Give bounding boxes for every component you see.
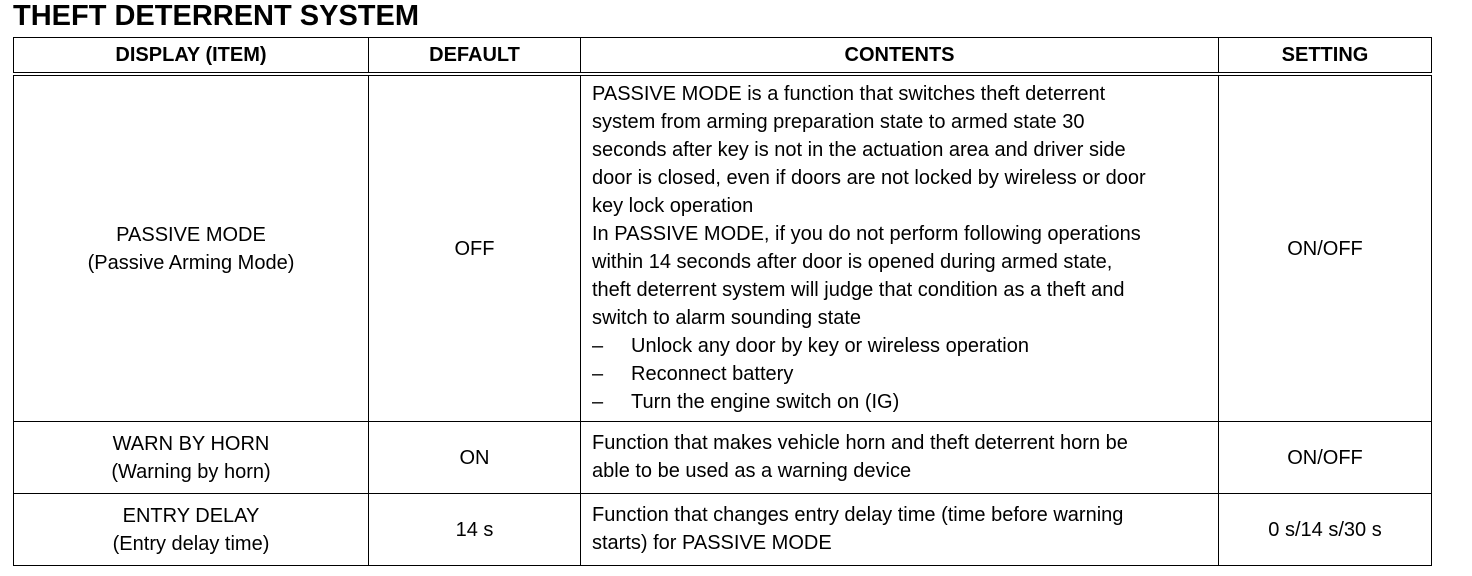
page-title: THEFT DETERRENT SYSTEM — [13, 0, 420, 32]
bullet-item — [592, 332, 1208, 360]
default-value: ON — [369, 422, 581, 494]
table-row-entry-delay — [14, 494, 1432, 566]
bullet-item — [592, 388, 1208, 416]
contents-line: PASSIVE MODE is a function that switches theft deterrent — [592, 83, 1106, 105]
table-row-warn-by-horn — [14, 422, 1432, 494]
item-name: ENTRY DELAY — [122, 504, 260, 527]
item-description: (Passive Arming Mode) — [87, 251, 295, 274]
column-header-default: DEFAULT — [369, 38, 581, 75]
contents-line: starts) for PASSIVE MODE — [592, 532, 832, 554]
item-name: WARN BY HORN — [112, 432, 270, 455]
bullet-text: Unlock any door by key or wireless operation — [631, 335, 1029, 357]
item-cell — [14, 74, 369, 422]
contents-line: system from arming preparation state to armed state 30 — [592, 111, 1085, 133]
contents-line: seconds after key is not in the actuation area and driver side — [592, 139, 1126, 161]
table-row-passive-mode — [14, 74, 1432, 422]
item-description: (Warning by horn) — [111, 460, 271, 483]
default-value: OFF — [369, 74, 581, 422]
bullet-item — [592, 360, 1208, 388]
contents-line: within 14 seconds after door is opened during armed state, — [592, 251, 1113, 273]
dash-bullet: – — [592, 363, 604, 385]
contents-line: able to be used as a warning device — [592, 460, 912, 482]
item-description: (Entry delay time) — [112, 532, 270, 555]
settings-table — [13, 37, 1432, 566]
contents-line: Function that makes vehicle horn and theft deterrent horn be — [592, 432, 1128, 454]
item-cell — [14, 422, 369, 494]
dash-bullet: – — [592, 391, 604, 413]
bullet-text: Turn the engine switch on (IG) — [631, 391, 900, 413]
contents-cell — [581, 74, 1219, 422]
column-header-display-item: DISPLAY (ITEM) — [14, 38, 369, 75]
contents-line: Function that changes entry delay time (time before warning — [592, 504, 1124, 526]
setting-value: 0 s/14 s/30 s — [1219, 494, 1432, 566]
setting-value: ON/OFF — [1219, 74, 1432, 422]
item-name: PASSIVE MODE — [116, 223, 266, 246]
contents-line: switch to alarm sounding state — [592, 307, 862, 329]
setting-value: ON/OFF — [1219, 422, 1432, 494]
item-cell — [14, 494, 369, 566]
column-header-setting: SETTING — [1219, 38, 1432, 75]
table-header-row — [14, 38, 1432, 75]
contents-line: In PASSIVE MODE, if you do not perform following operations — [592, 223, 1141, 245]
default-value: 14 s — [369, 494, 581, 566]
column-header-contents: CONTENTS — [581, 38, 1219, 75]
dash-bullet: – — [592, 335, 604, 357]
contents-line: key lock operation — [592, 195, 754, 217]
contents-cell — [581, 422, 1219, 494]
contents-line: door is closed, even if doors are not locked by wireless or door — [592, 167, 1146, 189]
contents-cell — [581, 494, 1219, 566]
bullet-text: Reconnect battery — [631, 363, 794, 385]
contents-line: theft deterrent system will judge that condition as a theft and — [592, 279, 1125, 301]
